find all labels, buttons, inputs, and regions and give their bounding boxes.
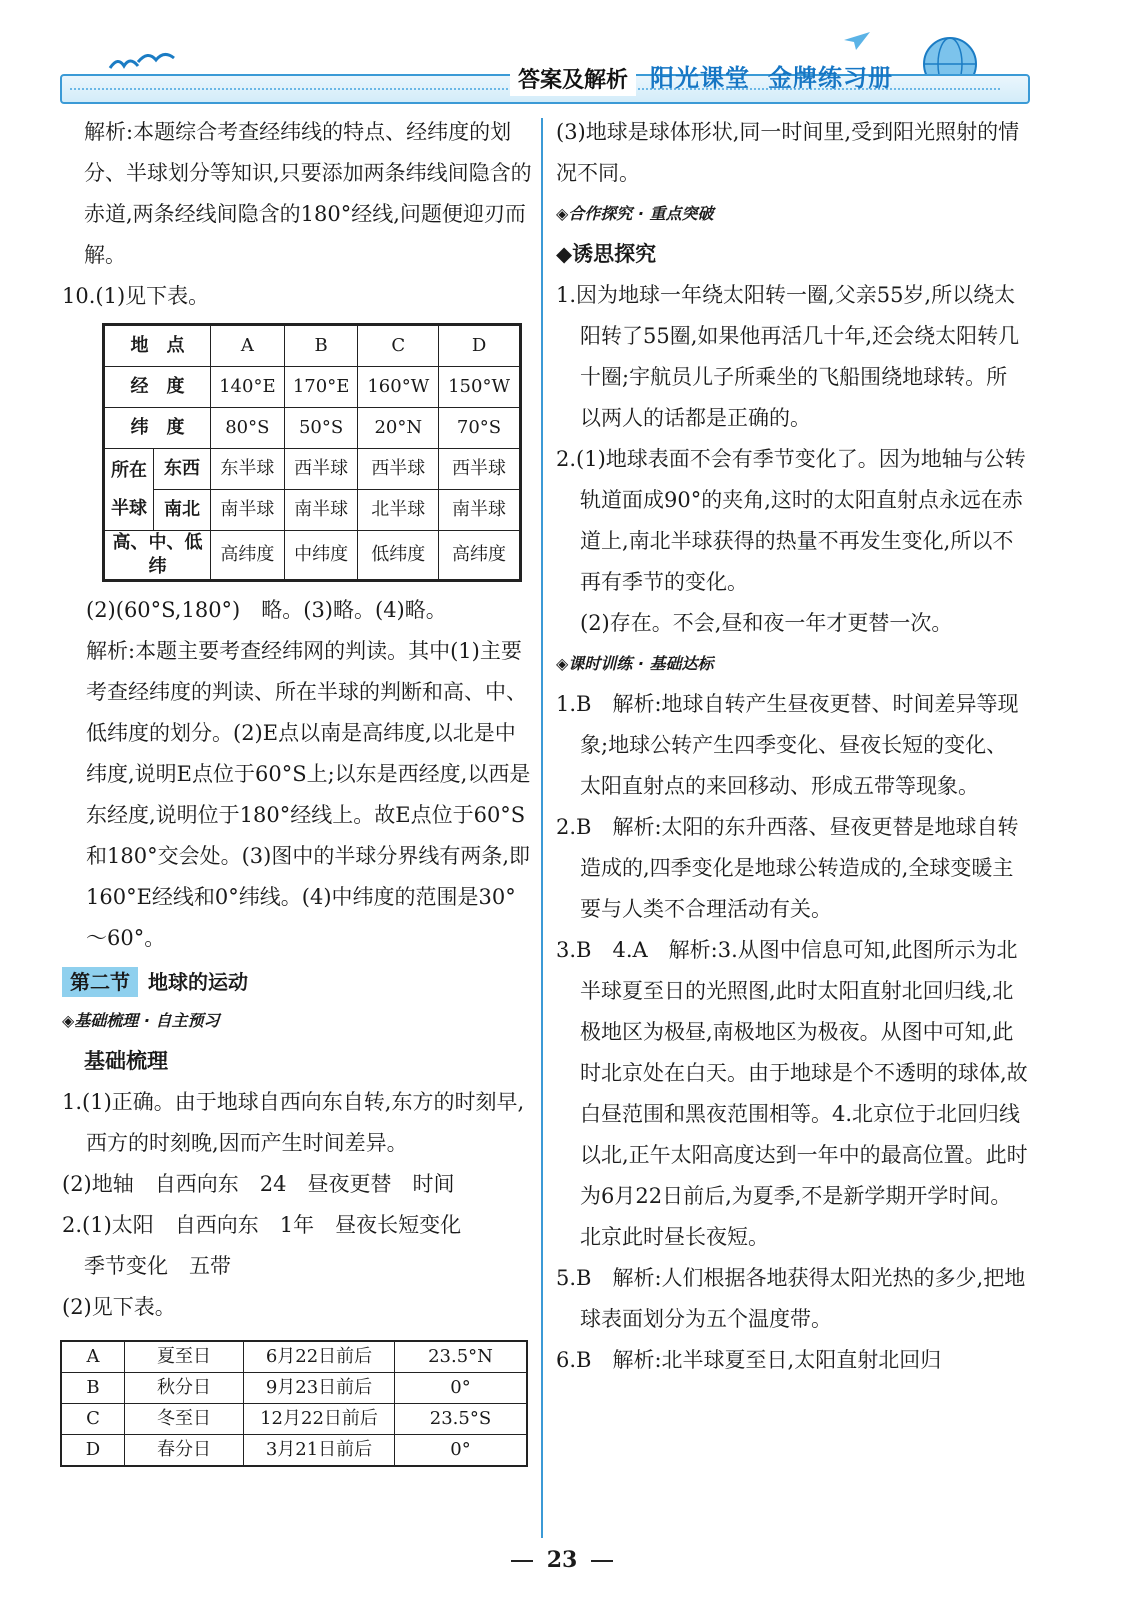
table-row	[61, 1373, 527, 1404]
table-row	[61, 1404, 527, 1435]
table-cell: 西半球	[358, 449, 439, 490]
table-cell: 东半球	[211, 449, 285, 490]
section-badge: 第二节	[62, 967, 138, 997]
table-cell: 纬 度	[104, 408, 211, 449]
footer-dash-right	[591, 1560, 613, 1562]
subsection-cooperate: ◈合作探究 · 重点突破	[556, 204, 714, 223]
section-title: 地球的运动	[148, 970, 248, 994]
section-heading	[62, 963, 532, 1001]
table-cell: 南北	[154, 490, 211, 531]
table-row	[104, 367, 521, 408]
header-answers-label: 答案及解析	[510, 66, 636, 96]
table-cell: 140°E	[211, 367, 285, 408]
answer-5: 5.B 解析:人们根据各地获得太阳光热的多少,把地球表面划分为五个温度带。	[556, 1266, 1026, 1331]
review-item-1-2: (2)地轴 自西向东 24 昼夜更替 时间	[62, 1172, 455, 1196]
table-row	[61, 1435, 527, 1467]
table-cell: 春分日	[125, 1435, 244, 1467]
header-brand	[650, 60, 893, 96]
table-cell: 西半球	[439, 449, 521, 490]
table-cell: B	[61, 1373, 125, 1404]
table-cell: 9月23日前后	[244, 1373, 395, 1404]
review-item-2-2: (2)见下表。	[62, 1295, 176, 1319]
column-divider	[541, 118, 543, 1538]
table-cell: 0°	[395, 1435, 528, 1467]
table-cell: 150°W	[439, 367, 521, 408]
table-cell: 冬至日	[125, 1404, 244, 1435]
answer-6: 6.B 解析:北半球夏至日,太阳直射北回归	[556, 1348, 942, 1372]
table-row	[61, 1341, 527, 1373]
table-row	[104, 325, 521, 367]
table-cell: 经 度	[104, 367, 211, 408]
page-header	[0, 0, 1124, 120]
table-cell: 70°S	[439, 408, 521, 449]
subsection-basic: ◈基础梳理 · 自主预习	[62, 1011, 220, 1030]
review-item-1: 1.(1)正确。由于地球自西向东自转,东方的时刻早,西方的时刻晚,因而产生时间差异。	[62, 1090, 525, 1155]
table-row	[104, 449, 521, 490]
footer-dash-left	[511, 1560, 533, 1562]
paper-plane-icon	[842, 30, 872, 52]
answer-1: 1.B 解析:地球自转产生昼夜更替、时间差异等现象;地球公转产生四季变化、昼夜长短的变化、太阳直射点的来回移动、形成五带等现象。	[556, 692, 1019, 798]
table-cell: 高纬度	[439, 531, 521, 581]
table-cell: C	[61, 1404, 125, 1435]
table-cell: D	[61, 1435, 125, 1467]
table-row	[104, 408, 521, 449]
table-cell: 170°E	[284, 367, 358, 408]
answer-2: 2.B 解析:太阳的东升西落、昼夜更替是地球自转造成的,四季变化是地球公转造成的,全球变暖主要与人类不合理活动有关。	[556, 815, 1019, 921]
table-cell: 12月22日前后	[244, 1404, 395, 1435]
explore-item-2-2: (2)存在。不会,昼和夜一年才更替一次。	[580, 611, 953, 635]
left-column	[62, 112, 532, 1467]
table-cell: A	[211, 325, 285, 367]
table-cell: B	[284, 325, 358, 367]
table-cell: 高纬度	[211, 531, 285, 581]
review-item-3: (3)地球是球体形状,同一时间里,受到阳光照射的情况不同。	[556, 120, 1020, 185]
answer-3-4: 3.B 4.A 解析:3.从图中信息可知,此图所示为北半球夏至日的光照图,此时太阳直射北回归线,北极地区为极昼,南极地区为极夜。从图中可知,此时北京处在白天。由于地球是个不透明的球体,故白昼范围和黑夜范围相等。4.北京位于北回归线以北,正午太阳高度达到一年中的最高位置。此时为6月22日前后,为夏季,不是新学期开学时间。北京此时昼长夜短。	[556, 938, 1028, 1249]
explore-item-2: 2.(1)地球表面不会有季节变化了。因为地轴与公转轨道面成90°的夹角,这时的太阳直射点永远在赤道上,南北半球获得的热量不再发生变化,所以不再有季节的变化。	[556, 447, 1026, 594]
table-row	[104, 490, 521, 531]
table-cell: 20°N	[358, 408, 439, 449]
table-cell: 50°S	[284, 408, 358, 449]
table-cell: 所在半球	[104, 449, 154, 531]
table-cell: 23.5°S	[395, 1404, 528, 1435]
question-10: 10.(1)见下表。	[62, 284, 210, 308]
heading-explore: ◆诱思探究	[556, 242, 657, 266]
coordinates-table	[102, 323, 522, 582]
table-cell: 西半球	[284, 449, 358, 490]
analysis-10: 解析:本题主要考查经纬网的判读。其中(1)主要考查经纬度的判读、所在半球的判断和高、中、低纬度的划分。(2)E点以南是高纬度,以北是中纬度,说明E点位于60°S上;以东是西经度,以西是东经度,说明位于180°经线上。故E点位于60°S和180°交会处。(3)图中的半球分界线有两条,即160°E经线和0°纬线。(4)中纬度的范围是30°～60°。	[86, 639, 531, 950]
table-cell: 北半球	[358, 490, 439, 531]
table-cell: 6月22日前后	[244, 1341, 395, 1373]
table-cell: C	[358, 325, 439, 367]
subsection-training: ◈课时训练 · 基础达标	[556, 654, 714, 673]
table-cell: 160°W	[358, 367, 439, 408]
table-row	[104, 531, 521, 581]
table-cell: 0°	[395, 1373, 528, 1404]
page-footer	[0, 1540, 1124, 1581]
table-cell: 秋分日	[125, 1373, 244, 1404]
answer-10-rest: (2)(60°S,180°) 略。(3)略。(4)略。	[86, 598, 447, 622]
review-item-2-cont: 季节变化 五带	[84, 1254, 231, 1278]
table-cell: 地 点	[104, 325, 211, 367]
brand-part-2: 金牌练习册	[768, 64, 893, 92]
table-cell: A	[61, 1341, 125, 1373]
table-cell: 低纬度	[358, 531, 439, 581]
table-cell: 高、中、低纬	[104, 531, 211, 581]
brand-part-1: 阳光课堂	[650, 64, 750, 92]
table-cell: D	[439, 325, 521, 367]
table-cell: 夏至日	[125, 1341, 244, 1373]
table-cell: 南半球	[211, 490, 285, 531]
analysis-9: 解析:本题综合考查经纬线的特点、经纬度的划分、半球划分等知识,只要添加两条纬线间隐含的赤道,两条经线间隐含的180°经线,问题便迎刃而解。	[84, 120, 532, 267]
table-cell: 南半球	[439, 490, 521, 531]
table-cell: 23.5°N	[395, 1341, 528, 1373]
table-cell: 80°S	[211, 408, 285, 449]
review-item-2: 2.(1)太阳 自西向东 1年 昼夜长短变化	[62, 1213, 462, 1237]
solar-terms-table	[60, 1340, 528, 1467]
table-cell: 南半球	[284, 490, 358, 531]
explore-item-1: 1.因为地球一年绕太阳转一圈,父亲55岁,所以绕太阳转了55圈,如果他再活几十年,还会绕太阳转几十圈;宇航员儿子所乘坐的飞船围绕地球转。所以两人的话都是正确的。	[556, 283, 1020, 430]
table-cell: 中纬度	[284, 531, 358, 581]
table-cell: 东西	[154, 449, 211, 490]
heading-basic-review: 基础梳理	[84, 1049, 168, 1073]
table-cell: 3月21日前后	[244, 1435, 395, 1467]
right-column	[556, 112, 1028, 1381]
page-number: 23	[546, 1547, 578, 1573]
